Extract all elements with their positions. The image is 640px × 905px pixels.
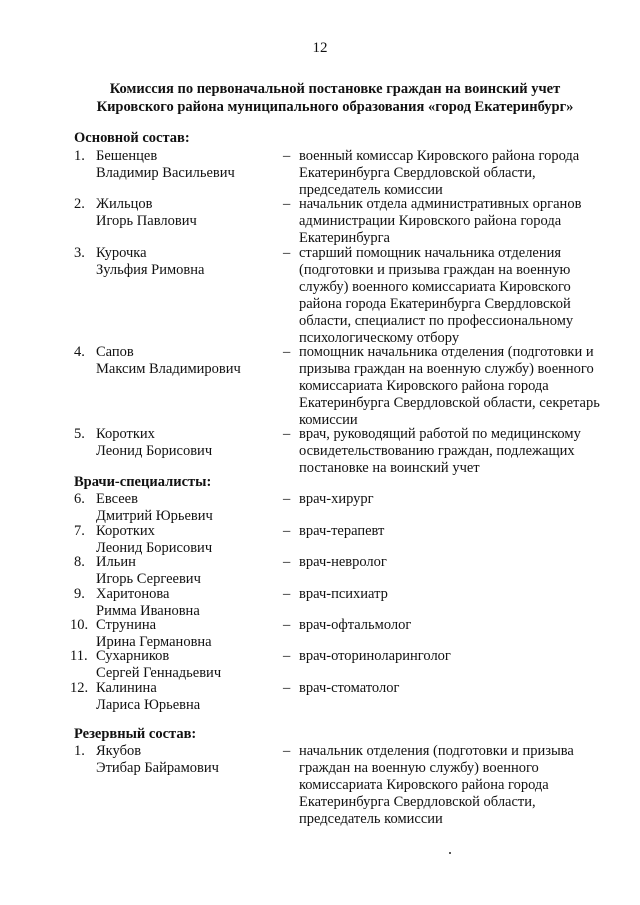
member-name <box>96 491 286 525</box>
dash-separator: – <box>283 491 291 507</box>
dash-separator: – <box>283 617 291 633</box>
dash-separator: – <box>283 148 291 164</box>
member-number: 4. <box>74 344 85 360</box>
member-role: врач-терапевт <box>299 523 385 539</box>
member-surname: Струнина <box>96 617 157 633</box>
member-given-name: Сергей Геннадьевич <box>96 665 222 681</box>
member-name <box>96 554 286 588</box>
member-role: начальник отдела административных органов администрации Кировского района города Екатеринбурга <box>299 196 582 246</box>
member-number: 11. <box>70 648 88 664</box>
member-given-name: Ирина Германовна <box>96 634 212 650</box>
member-given-name: Максим Владимирович <box>96 361 241 377</box>
member-surname: Сухарников <box>96 648 170 664</box>
member-role: военный комиссар Кировского района города Екатеринбурга Свердловской области, председатель комиссии <box>299 148 580 198</box>
dash-separator: – <box>283 523 291 539</box>
member-given-name: Этибар Байрамович <box>96 760 219 776</box>
member-surname: Курочка <box>96 245 147 261</box>
member-name <box>96 148 286 182</box>
member-number: 8. <box>74 554 85 570</box>
member-name <box>96 196 286 230</box>
member-number: 3. <box>74 245 85 261</box>
member-given-name: Римма Ивановна <box>96 603 200 619</box>
dash-separator: – <box>283 196 291 212</box>
title-line-2: Кировского района муниципального образования «город Екатеринбург» <box>96 99 574 115</box>
member-number: 2. <box>74 196 85 212</box>
member-number: 1. <box>74 148 85 164</box>
member-given-name: Дмитрий Юрьевич <box>96 508 213 524</box>
member-role: помощник начальника отделения (подготовки и призыва граждан на военную службу) военного комиссариата Кировского района города Екатеринбурга Свердловской области, секретарь комиссии <box>299 344 600 428</box>
member-surname: Коротких <box>96 523 155 539</box>
member-name <box>96 245 286 279</box>
member-role: врач-хирург <box>299 491 374 507</box>
member-surname: Сапов <box>96 344 134 360</box>
member-surname: Калинина <box>96 680 157 696</box>
member-number: 7. <box>74 523 85 539</box>
member-surname: Якубов <box>96 743 142 759</box>
member-role: начальник отделения (подготовки и призыва граждан на военную службу) военного комиссариата Кировского района города Екатеринбурга Свердловской области, председатель комиссии <box>299 743 574 827</box>
member-surname: Харитонова <box>96 586 170 602</box>
document-title <box>60 80 610 116</box>
member-role: врач-стоматолог <box>299 680 400 696</box>
dash-separator: – <box>283 743 291 759</box>
member-name <box>96 344 286 378</box>
member-role: старший помощник начальника отделения (подготовки и призыва граждан на военную службу) военного комиссариата Кировского района города Екатеринбурга Свердловской области, специалист по профессиональному психологическому отбору <box>299 245 574 346</box>
member-given-name: Зульфия Римовна <box>96 262 205 278</box>
member-surname: Ильин <box>96 554 136 570</box>
reserve-section-heading: Резервный состав: <box>74 726 197 742</box>
member-name <box>96 648 286 682</box>
member-number: 6. <box>74 491 85 507</box>
dash-separator: – <box>283 680 291 696</box>
dash-separator: – <box>283 426 291 442</box>
member-name <box>96 617 286 651</box>
member-surname: Евсеев <box>96 491 138 507</box>
member-number: 1. <box>74 743 85 759</box>
member-surname: Бешенцев <box>96 148 158 164</box>
scan-dot <box>449 852 451 854</box>
member-given-name: Владимир Васильевич <box>96 165 235 181</box>
member-name <box>96 586 286 620</box>
member-given-name: Игорь Сергеевич <box>96 571 201 587</box>
dash-separator: – <box>283 245 291 261</box>
member-given-name: Лариса Юрьевна <box>96 697 201 713</box>
member-role: врач-офтальмолог <box>299 617 412 633</box>
member-surname: Коротких <box>96 426 155 442</box>
member-given-name: Леонид Борисович <box>96 540 213 556</box>
member-surname: Жильцов <box>96 196 153 212</box>
member-name <box>96 523 286 557</box>
member-given-name: Игорь Павлович <box>96 213 197 229</box>
member-given-name: Леонид Борисович <box>96 443 213 459</box>
member-role: врач-психиатр <box>299 586 388 602</box>
dash-separator: – <box>283 554 291 570</box>
member-role: врач-невролог <box>299 554 387 570</box>
member-number: 10. <box>70 617 89 633</box>
page-number: 12 <box>312 40 328 56</box>
member-name <box>96 743 286 777</box>
dash-separator: – <box>283 344 291 360</box>
main-section-heading: Основной состав: <box>74 130 190 146</box>
member-number: 5. <box>74 426 85 442</box>
member-name <box>96 680 286 714</box>
member-number: 12. <box>70 680 89 696</box>
member-name <box>96 426 286 460</box>
doctors-section-heading: Врачи-специалисты: <box>74 474 212 490</box>
dash-separator: – <box>283 586 291 602</box>
dash-separator: – <box>283 648 291 664</box>
title-line-1: Комиссия по первоначальной постановке граждан на воинский учет <box>109 81 561 97</box>
member-number: 9. <box>74 586 85 602</box>
member-role: врач, руководящий работой по медицинскому освидетельствованию граждан, подлежащих постановке на воинский учет <box>299 426 581 476</box>
member-role: врач-оториноларинголог <box>299 648 451 664</box>
